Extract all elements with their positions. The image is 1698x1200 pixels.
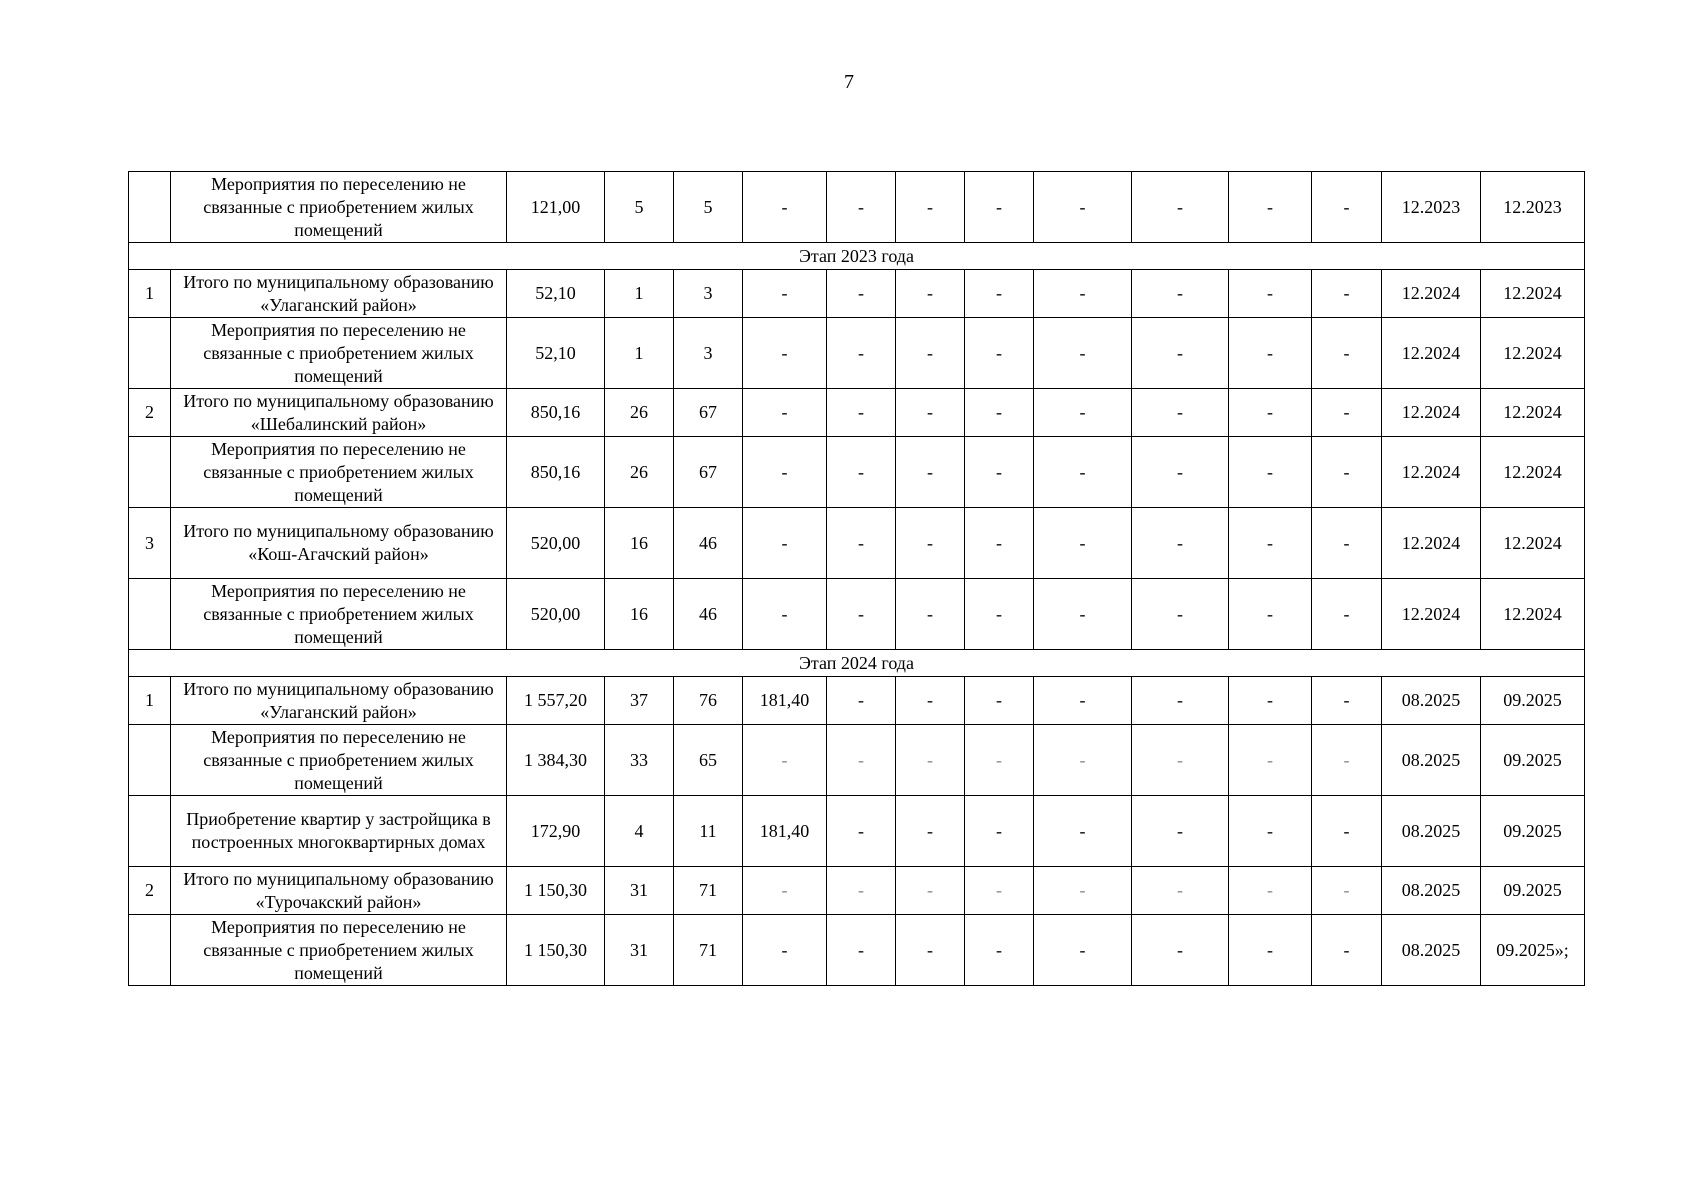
row-name: Мероприятия по переселению не связанные с приобретением жилых помещений [171,915,507,986]
table-cell: 12.2023 [1481,172,1585,243]
table-cell: - [827,437,896,508]
table-row [129,437,1585,508]
table-cell: - [965,677,1034,725]
table-cell: - [827,677,896,725]
table-cell: 12.2024 [1382,318,1481,389]
table-cell: - [1229,579,1312,650]
table-cell: - [965,389,1034,437]
table-cell: 26 [605,437,674,508]
row-number [129,172,171,243]
table-cell: - [1312,172,1382,243]
table-cell: 3 [674,270,743,318]
table-cell: 1 557,20 [507,677,605,725]
table-cell: - [1034,389,1132,437]
table-cell: 09.2025 [1481,796,1585,867]
table-cell: 5 [674,172,743,243]
table-cell: - [1034,915,1132,986]
table-cell: - [1132,677,1229,725]
table-cell: - [1312,725,1382,796]
table-row [129,508,1585,579]
table-cell: - [1034,725,1132,796]
table-cell: - [827,725,896,796]
table-row [129,389,1585,437]
table-cell: - [1312,677,1382,725]
table-cell: - [965,796,1034,867]
table-cell: - [965,437,1034,508]
table-cell: 1 150,30 [507,867,605,915]
table-cell: 12.2024 [1481,270,1585,318]
table-cell: 850,16 [507,389,605,437]
stage-header-row [129,243,1585,270]
table-cell: - [1312,318,1382,389]
table-cell: - [965,915,1034,986]
table-cell: 71 [674,867,743,915]
table-cell: 16 [605,508,674,579]
table-cell: - [827,867,896,915]
table-cell: 37 [605,677,674,725]
table-cell: 12.2024 [1481,437,1585,508]
table-cell: - [743,508,827,579]
row-number: 1 [129,677,171,725]
table-cell: - [965,172,1034,243]
table-cell: 12.2023 [1382,172,1481,243]
table-cell: 520,00 [507,579,605,650]
table-cell: - [743,867,827,915]
table-cell: - [827,915,896,986]
table-cell: - [965,725,1034,796]
table-cell: 09.2025 [1481,867,1585,915]
table-cell: - [896,915,965,986]
table-cell: 67 [674,437,743,508]
table-cell: 08.2025 [1382,796,1481,867]
table-cell: - [896,677,965,725]
table-cell: - [743,172,827,243]
table-cell: - [1034,796,1132,867]
table-row [129,725,1585,796]
table-cell: 09.2025»; [1481,915,1585,986]
table-cell: - [1312,867,1382,915]
stage-label: Этап 2024 года [129,650,1585,677]
table-cell: - [1312,508,1382,579]
table-cell: - [896,725,965,796]
row-number [129,318,171,389]
row-number: 1 [129,270,171,318]
row-name: Мероприятия по переселению не связанные с приобретением жилых помещений [171,172,507,243]
table-cell: 181,40 [743,677,827,725]
table-cell: - [827,796,896,867]
table-row [129,579,1585,650]
page-number: 7 [844,71,854,93]
table-cell: 52,10 [507,270,605,318]
table-cell: - [1034,172,1132,243]
table-cell: - [896,172,965,243]
table-cell: - [827,579,896,650]
row-number: 2 [129,389,171,437]
row-name: Итого по муниципальному образованию «Улаганский район» [171,270,507,318]
table-cell: - [1312,437,1382,508]
table-cell: 08.2025 [1382,915,1481,986]
table-cell: - [965,318,1034,389]
table-cell: - [1229,318,1312,389]
table-cell: - [1229,172,1312,243]
table-cell: - [1229,677,1312,725]
table-row [129,172,1585,243]
table-cell: - [1229,270,1312,318]
table-cell: 12.2024 [1382,508,1481,579]
table-cell: 4 [605,796,674,867]
resettlement-table [128,171,1585,986]
table-cell: - [743,389,827,437]
table-cell: - [896,508,965,579]
table-row [129,677,1585,725]
table-cell: - [1229,867,1312,915]
table-cell: - [1312,915,1382,986]
row-number [129,915,171,986]
row-name: Итого по муниципальному образованию «Кош-Агачский район» [171,508,507,579]
table-cell: - [896,318,965,389]
table-cell: 3 [674,318,743,389]
row-name: Мероприятия по переселению не связанные с приобретением жилых помещений [171,725,507,796]
table-cell: - [1229,437,1312,508]
table-cell: 1 [605,270,674,318]
table-cell: - [743,579,827,650]
table-cell: 1 384,30 [507,725,605,796]
table-cell: - [1312,579,1382,650]
table-cell: 12.2024 [1382,270,1481,318]
table-cell: - [1034,867,1132,915]
table-cell: 12.2024 [1481,508,1585,579]
row-name: Итого по муниципальному образованию «Шебалинский район» [171,389,507,437]
stage-header-row [129,650,1585,677]
table-cell: - [1132,867,1229,915]
table-cell: - [896,796,965,867]
table-cell: 121,00 [507,172,605,243]
table-cell: 76 [674,677,743,725]
table-cell: - [1229,508,1312,579]
row-number: 3 [129,508,171,579]
table-cell: - [1229,725,1312,796]
row-name: Мероприятия по переселению не связанные с приобретением жилых помещений [171,437,507,508]
table-cell: 09.2025 [1481,725,1585,796]
table-cell: - [827,318,896,389]
table-cell: 46 [674,579,743,650]
table-cell: - [1132,796,1229,867]
table-cell: - [1312,796,1382,867]
row-number [129,579,171,650]
table-cell: - [1132,915,1229,986]
table-cell: 181,40 [743,796,827,867]
table-row [129,796,1585,867]
table-cell: - [1132,725,1229,796]
table-row [129,915,1585,986]
table-cell: - [1229,389,1312,437]
table-cell: 08.2025 [1382,677,1481,725]
table-cell: 31 [605,867,674,915]
row-name: Приобретение квартир у застройщика в построенных многоквартирных домах [171,796,507,867]
table-cell: - [1034,318,1132,389]
row-number [129,437,171,508]
table-row [129,270,1585,318]
table-cell: - [827,389,896,437]
table-cell: - [1132,579,1229,650]
table-cell: - [1229,915,1312,986]
table-cell: - [896,579,965,650]
table-cell: - [743,318,827,389]
row-name: Мероприятия по переселению не связанные с приобретением жилых помещений [171,579,507,650]
table-cell: 67 [674,389,743,437]
table-cell: 31 [605,915,674,986]
table-cell: 12.2024 [1382,389,1481,437]
table-cell: - [965,270,1034,318]
table-cell: 12.2024 [1481,389,1585,437]
table-cell: - [827,172,896,243]
table-cell: - [1034,677,1132,725]
table-cell: 1 [605,318,674,389]
table-cell: 12.2024 [1382,579,1481,650]
table-cell: 850,16 [507,437,605,508]
table-cell: - [827,270,896,318]
table-cell: - [1034,270,1132,318]
stage-label: Этап 2023 года [129,243,1585,270]
row-number [129,725,171,796]
table-cell: 1 150,30 [507,915,605,986]
table-cell: - [743,437,827,508]
row-name: Итого по муниципальному образованию «Турочакский район» [171,867,507,915]
table-cell: - [1229,796,1312,867]
table-cell: - [1132,389,1229,437]
table-cell: - [896,270,965,318]
table-cell: - [743,270,827,318]
table-cell: - [1132,318,1229,389]
table-cell: 5 [605,172,674,243]
table-cell: 08.2025 [1382,725,1481,796]
table-cell: - [896,437,965,508]
table-cell: 33 [605,725,674,796]
table-cell: - [743,725,827,796]
table-cell: - [1132,508,1229,579]
table-row [129,867,1585,915]
table-cell: 12.2024 [1382,437,1481,508]
table-cell: 65 [674,725,743,796]
table-cell: 71 [674,915,743,986]
table-cell: - [1034,437,1132,508]
table-cell: 520,00 [507,508,605,579]
table-cell: - [1132,270,1229,318]
table-cell: 16 [605,579,674,650]
table-cell: 26 [605,389,674,437]
table-cell: - [1132,437,1229,508]
row-number: 2 [129,867,171,915]
row-name: Итого по муниципальному образованию «Улаганский район» [171,677,507,725]
table-cell: 12.2024 [1481,579,1585,650]
table-cell: 52,10 [507,318,605,389]
table-cell: - [1132,172,1229,243]
row-name: Мероприятия по переселению не связанные с приобретением жилых помещений [171,318,507,389]
table-cell: - [896,867,965,915]
table-cell: 12.2024 [1481,318,1585,389]
table-cell: - [1312,389,1382,437]
table-cell: 08.2025 [1382,867,1481,915]
table-cell: - [1034,579,1132,650]
row-number [129,796,171,867]
table-cell: 09.2025 [1481,677,1585,725]
table-cell: 172,90 [507,796,605,867]
table-cell: - [743,915,827,986]
table-cell: - [827,508,896,579]
table-cell: - [965,508,1034,579]
table-cell: 46 [674,508,743,579]
table-cell: - [965,579,1034,650]
table-cell: - [1312,270,1382,318]
table-row [129,318,1585,389]
table-cell: 11 [674,796,743,867]
table-cell: - [896,389,965,437]
table-cell: - [965,867,1034,915]
table-cell: - [1034,508,1132,579]
